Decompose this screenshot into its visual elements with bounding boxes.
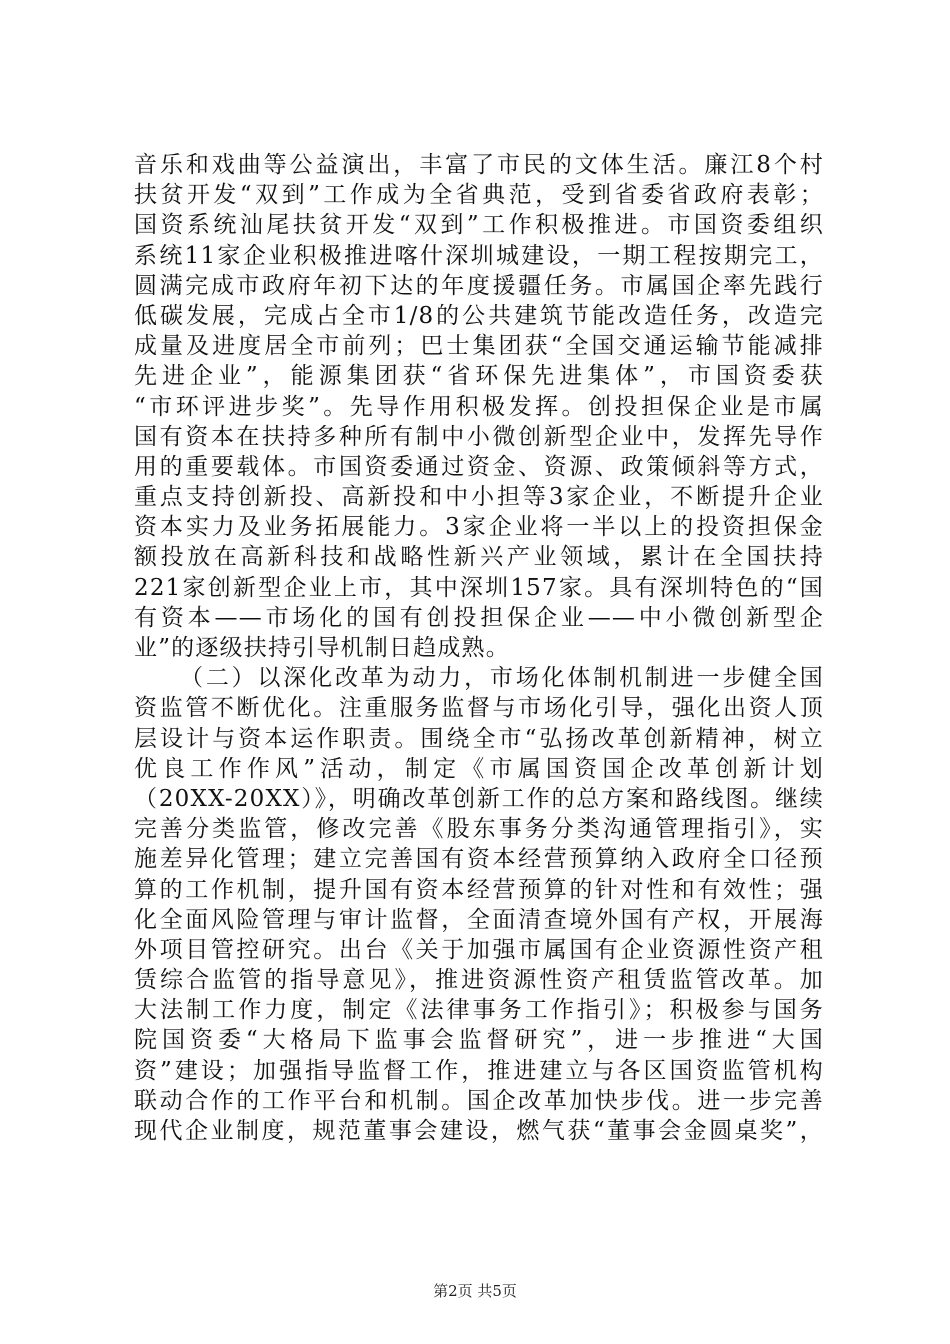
text-line: 系统11家企业积极推进喀什深圳城建设，一期工程按期完工，: [134, 242, 824, 269]
text-line: 业”的逐级扶持引导机制日趋成熟。: [134, 635, 510, 661]
text-line: 资”建设；加强指导监督工作，推进建立与各区国资监管机构: [134, 1057, 824, 1084]
text-line: 额投放在高新科技和战略性新兴产业领域，累计在全国扶持: [134, 544, 824, 571]
text-line: 资监管不断优化。注重服务监督与市场化引导，强化出资人顶: [134, 695, 824, 722]
text-line: 优良工作作风”活动，制定《市属国资国企改革创新计划: [134, 755, 824, 782]
text-line: 外项目管控研究。出台《关于加强市属国有企业资源性资产租: [134, 936, 824, 963]
text-line: 国有资本在扶持多种所有制中小微创新型企业中，发挥先导作: [134, 423, 824, 450]
text-line: 化全面风险管理与审计监督，全面清查境外国有产权，开展海: [134, 906, 824, 933]
text-line: 赁综合监管的指导意见》，推进资源性资产租赁监管改革。加: [134, 967, 824, 994]
text-line: 221家创新型企业上市，其中深圳157家。具有深圳特色的“国: [134, 574, 824, 601]
text-line: 成量及进度居全市前列；巴士集团获“全国交通运输节能减排: [134, 333, 824, 360]
text-line: “市环评进步奖”。先导作用积极发挥。创投担保企业是市属: [134, 393, 824, 420]
text-line: 低碳发展，完成占全市1/8的公共建筑节能改造任务，改造完: [134, 302, 824, 329]
text-line: 国资系统汕尾扶贫开发“双到”工作积极推进。市国资委组织: [134, 212, 824, 239]
text-line: 现代企业制度，规范董事会建设，燃气获“董事会金圆桌奖”，: [134, 1118, 824, 1144]
text-line: 重点支持创新投、高新投和中小担等3家企业，不断提升企业: [134, 484, 824, 511]
text-line: 完善分类监管，修改完善《股东事务分类沟通管理指引》，实: [134, 816, 824, 843]
text-line: 算的工作机制，提升国有资本经营预算的针对性和有效性；强: [134, 876, 824, 903]
text-line: 联动合作的工作平台和机制。国企改革加快步伐。进一步完善: [134, 1087, 824, 1114]
text-line: 用的重要载体。市国资委通过资金、资源、政策倾斜等方式，: [134, 453, 824, 480]
text-line: （20XX-20XX）》，明确改革创新工作的总方案和路线图。继续: [134, 785, 824, 812]
page-footer: 第2页 共5页: [433, 1282, 517, 1300]
text-line: （二）以深化改革为动力，市场化体制机制进一步健全国: [180, 665, 824, 692]
text-line: 先进企业”，能源集团获“省环保先进集体”，市国资委获: [134, 363, 824, 390]
document-body: [134, 150, 824, 1146]
text-line: 施差异化管理；建立完善国有资本经营预算纳入政府全口径预: [134, 846, 824, 873]
text-line: 院国资委“大格局下监事会监督研究”，进一步推进“大国: [134, 1027, 824, 1054]
text-line: 资本实力及业务拓展能力。3家企业将一半以上的投资担保金: [134, 514, 824, 541]
text-line: 有资本——市场化的国有创投担保企业——中小微创新型企: [134, 604, 824, 631]
text-line: 层设计与资本运作职责。围绕全市“弘扬改革创新精神，树立: [134, 725, 824, 752]
text-line: 扶贫开发“双到”工作成为全省典范，受到省委省政府表彰；: [134, 182, 824, 209]
text-line: 音乐和戏曲等公益演出，丰富了市民的文体生活。廉江8个村: [134, 152, 824, 178]
text-line: 圆满完成市政府年初下达的年度援疆任务。市属国企率先践行: [134, 272, 824, 299]
text-line: 大法制工作力度，制定《法律事务工作指引》；积极参与国务: [134, 997, 824, 1024]
